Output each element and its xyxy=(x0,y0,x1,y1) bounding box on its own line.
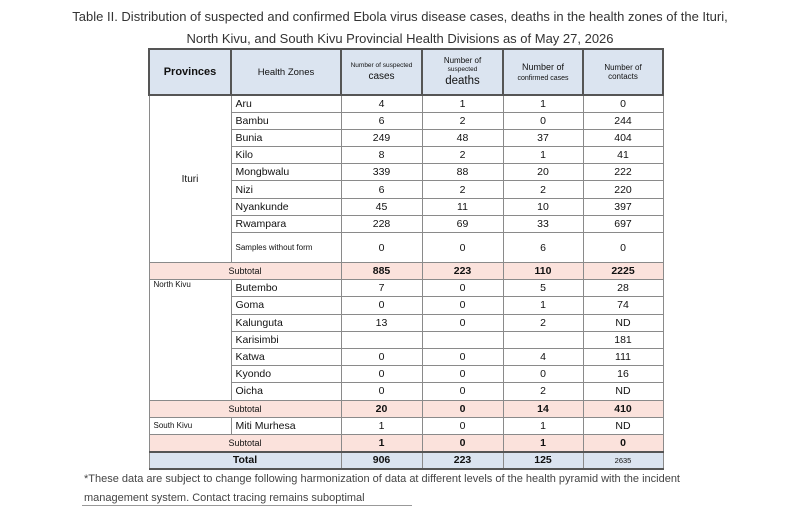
suspected-deaths-cell: 0 xyxy=(422,297,503,314)
suspected-cases-cell: 249 xyxy=(341,129,422,146)
suspected-cases-cell: 45 xyxy=(341,198,422,215)
health-zone-cell: Kalunguta xyxy=(231,314,341,331)
contacts-cell: 74 xyxy=(583,297,663,314)
confirmed-cases-cell: 6 xyxy=(503,233,583,263)
subtotal-cases-cell: 20 xyxy=(341,400,422,417)
subtotal-label: Subtotal xyxy=(149,263,341,280)
health-zone-cell: Samples without form xyxy=(231,233,341,263)
contacts-cell: 16 xyxy=(583,366,663,383)
confirmed-cases-cell: 1 xyxy=(503,417,583,434)
caption-line-2: North Kivu, and South Kivu Provincial Health Divisions as of May 27, 2026 xyxy=(186,31,614,46)
table-caption xyxy=(0,6,800,50)
subtotal-confirmed-cell: 1 xyxy=(503,434,583,451)
total-row xyxy=(149,452,663,469)
table-row xyxy=(149,95,663,112)
confirmed-cases-cell: 1 xyxy=(503,95,583,112)
total-label: Total xyxy=(149,452,341,469)
health-zone-cell: Katwa xyxy=(231,348,341,365)
suspected-cases-cell: 1 xyxy=(341,417,422,434)
contacts-cell: 222 xyxy=(583,164,663,181)
subtotal-contacts-cell: 410 xyxy=(583,400,663,417)
health-zone-cell: Oicha xyxy=(231,383,341,400)
health-zone-cell: Rwampara xyxy=(231,215,341,232)
header-row xyxy=(149,49,663,95)
suspected-cases-cell: 339 xyxy=(341,164,422,181)
suspected-cases-cell: 0 xyxy=(341,297,422,314)
health-zone-cell: Butembo xyxy=(231,280,341,297)
subtotal-contacts-cell: 2225 xyxy=(583,263,663,280)
confirmed-cases-cell: 10 xyxy=(503,198,583,215)
subtotal-deaths-cell: 223 xyxy=(422,263,503,280)
contacts-cell: ND xyxy=(583,417,663,434)
header-suspected-cases: Number of suspected cases xyxy=(341,49,422,95)
suspected-deaths-cell: 69 xyxy=(422,215,503,232)
total-contacts-cell: 2635 xyxy=(583,452,663,469)
total-cases-cell: 906 xyxy=(341,452,422,469)
subtotal-row xyxy=(149,263,663,280)
confirmed-cases-cell: 1 xyxy=(503,147,583,164)
contacts-cell: 244 xyxy=(583,112,663,129)
health-zone-cell: Aru xyxy=(231,95,341,112)
suspected-deaths-cell: 0 xyxy=(422,314,503,331)
subtotal-cases-cell: 1 xyxy=(341,434,422,451)
health-zone-cell: Kilo xyxy=(231,147,341,164)
header-provinces: Provinces xyxy=(149,49,231,95)
suspected-cases-cell: 0 xyxy=(341,233,422,263)
header-confirmed-cases: Number of confirmed cases xyxy=(503,49,583,95)
footnote-underline xyxy=(82,505,412,506)
suspected-deaths-cell: 0 xyxy=(422,233,503,263)
subtotal-deaths-cell: 0 xyxy=(422,434,503,451)
confirmed-cases-cell: 1 xyxy=(503,297,583,314)
suspected-deaths-cell: 0 xyxy=(422,348,503,365)
health-zone-cell: Karisimbi xyxy=(231,331,341,348)
header-suspected-deaths: Number of suspected deaths xyxy=(422,49,503,95)
contacts-cell: 404 xyxy=(583,129,663,146)
suspected-deaths-cell: 1 xyxy=(422,95,503,112)
subtotal-confirmed-cell: 14 xyxy=(503,400,583,417)
suspected-deaths-cell: 2 xyxy=(422,181,503,198)
ebola-cases-table xyxy=(148,48,664,470)
province-cell: North Kivu xyxy=(149,280,231,400)
contacts-cell: 0 xyxy=(583,233,663,263)
contacts-cell: ND xyxy=(583,314,663,331)
table-row xyxy=(149,280,663,297)
contacts-cell: 397 xyxy=(583,198,663,215)
contacts-cell: 28 xyxy=(583,280,663,297)
health-zone-cell: Bambu xyxy=(231,112,341,129)
contacts-cell: 697 xyxy=(583,215,663,232)
suspected-deaths-cell: 48 xyxy=(422,129,503,146)
suspected-cases-cell: 8 xyxy=(341,147,422,164)
confirmed-cases-cell: 2 xyxy=(503,314,583,331)
contacts-cell: 111 xyxy=(583,348,663,365)
suspected-cases-cell: 4 xyxy=(341,95,422,112)
confirmed-cases-cell: 20 xyxy=(503,164,583,181)
table-row xyxy=(149,417,663,434)
suspected-cases-cell: 7 xyxy=(341,280,422,297)
suspected-deaths-cell xyxy=(422,331,503,348)
health-zone-cell: Kyondo xyxy=(231,366,341,383)
health-zone-cell: Miti Murhesa xyxy=(231,417,341,434)
subtotal-label: Subtotal xyxy=(149,434,341,451)
footnote: *These data are subject to change following harmonization of data at different levels of the health pyramid with the incident management system. Contact tracing remains suboptimal xyxy=(84,473,680,504)
suspected-deaths-cell: 0 xyxy=(422,280,503,297)
confirmed-cases-cell: 0 xyxy=(503,112,583,129)
suspected-deaths-cell: 2 xyxy=(422,112,503,129)
contacts-cell: 181 xyxy=(583,331,663,348)
health-zone-cell: Nyankunde xyxy=(231,198,341,215)
subtotal-confirmed-cell: 110 xyxy=(503,263,583,280)
total-deaths-cell: 223 xyxy=(422,452,503,469)
contacts-cell: ND xyxy=(583,383,663,400)
confirmed-cases-cell: 5 xyxy=(503,280,583,297)
total-confirmed-cell: 125 xyxy=(503,452,583,469)
suspected-deaths-cell: 0 xyxy=(422,366,503,383)
suspected-cases-cell: 0 xyxy=(341,383,422,400)
subtotal-contacts-cell: 0 xyxy=(583,434,663,451)
subtotal-row xyxy=(149,400,663,417)
suspected-deaths-cell: 0 xyxy=(422,383,503,400)
contacts-cell: 220 xyxy=(583,181,663,198)
suspected-deaths-cell: 0 xyxy=(422,417,503,434)
confirmed-cases-cell: 33 xyxy=(503,215,583,232)
caption-line-1: Table II. Distribution of suspected and confirmed Ebola virus disease cases, deaths in the health zones of the Ituri, xyxy=(72,9,728,24)
subtotal-deaths-cell: 0 xyxy=(422,400,503,417)
confirmed-cases-cell: 37 xyxy=(503,129,583,146)
suspected-deaths-cell: 2 xyxy=(422,147,503,164)
confirmed-cases-cell: 2 xyxy=(503,383,583,400)
header-contacts: Number of contacts xyxy=(583,49,663,95)
table-body xyxy=(149,95,663,469)
contacts-cell: 0 xyxy=(583,95,663,112)
health-zone-cell: Goma xyxy=(231,297,341,314)
suspected-cases-cell: 0 xyxy=(341,348,422,365)
confirmed-cases-cell: 0 xyxy=(503,366,583,383)
confirmed-cases-cell: 4 xyxy=(503,348,583,365)
subtotal-label: Subtotal xyxy=(149,400,341,417)
health-zone-cell: Mongbwalu xyxy=(231,164,341,181)
health-zone-cell: Bunia xyxy=(231,129,341,146)
suspected-cases-cell xyxy=(341,331,422,348)
header-health-zones: Health Zones xyxy=(231,49,341,95)
confirmed-cases-cell xyxy=(503,331,583,348)
suspected-deaths-cell: 11 xyxy=(422,198,503,215)
contacts-cell: 41 xyxy=(583,147,663,164)
suspected-cases-cell: 13 xyxy=(341,314,422,331)
province-cell: Ituri xyxy=(149,95,231,263)
province-cell: South Kivu xyxy=(149,417,231,434)
suspected-cases-cell: 6 xyxy=(341,181,422,198)
health-zone-cell: Nizi xyxy=(231,181,341,198)
suspected-cases-cell: 6 xyxy=(341,112,422,129)
suspected-deaths-cell: 88 xyxy=(422,164,503,181)
suspected-cases-cell: 228 xyxy=(341,215,422,232)
subtotal-row xyxy=(149,434,663,451)
suspected-cases-cell: 0 xyxy=(341,366,422,383)
subtotal-cases-cell: 885 xyxy=(341,263,422,280)
confirmed-cases-cell: 2 xyxy=(503,181,583,198)
